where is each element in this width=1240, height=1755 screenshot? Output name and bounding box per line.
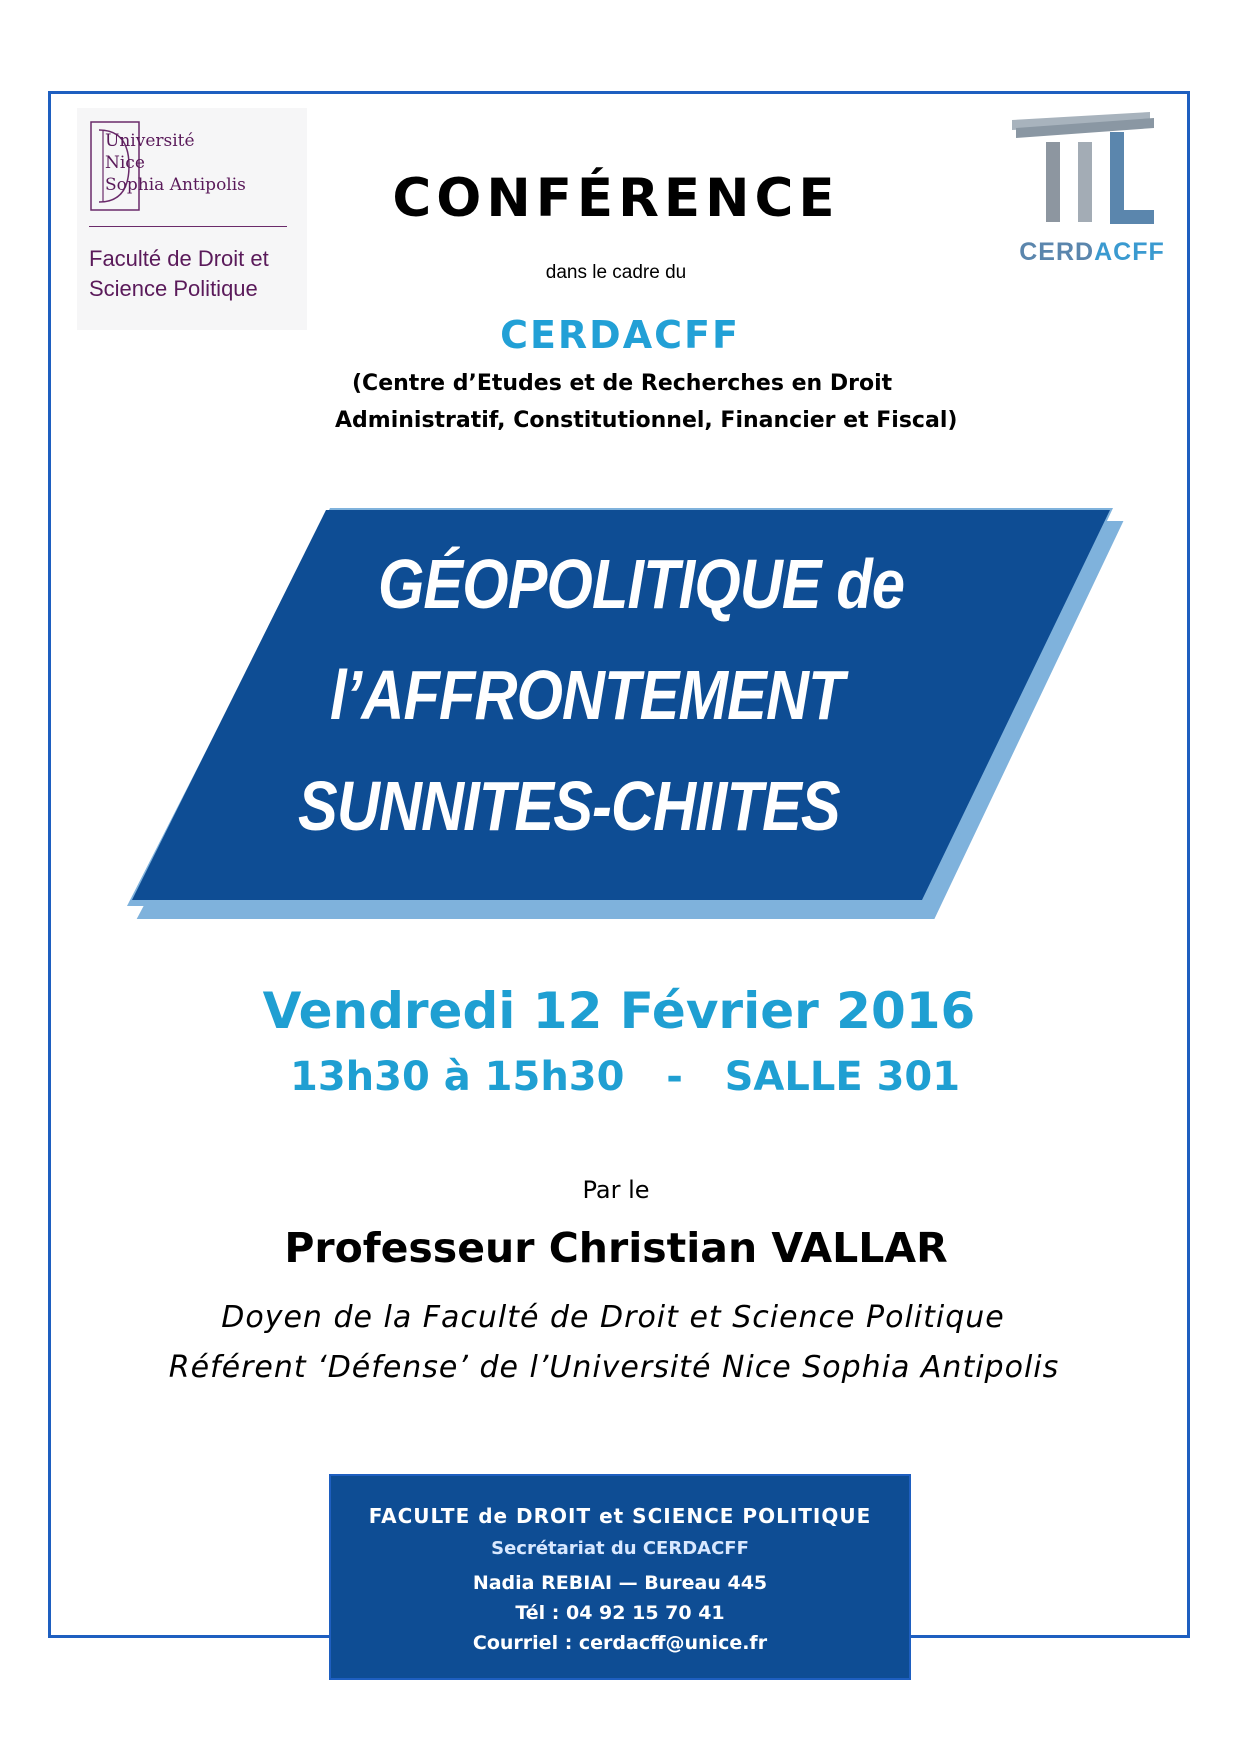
banner-title-line3: SUNNITES-CHIITES	[298, 767, 840, 845]
cerdacff-logo-text-b: ACFF	[1094, 238, 1165, 266]
organization-full-name-line1: (Centre d’Etudes et de Recherches en Droit	[352, 371, 893, 396]
speaker-intro: Par le	[582, 1176, 650, 1204]
banner-title-line1: GÉOPOLITIQUE de	[378, 545, 905, 623]
contact-faculty: FACULTE de DROIT et SCIENCE POLITIQUE	[368, 1504, 872, 1528]
faculty-name: Faculté de Droit et Science Politique	[89, 246, 269, 301]
contact-email[interactable]: Courriel : cerdacff@unice.fr	[472, 1632, 768, 1654]
contact-secretariat: Secrétariat du CERDACFF	[491, 1538, 749, 1559]
contact-phone: Tél : 04 92 15 70 41	[515, 1602, 725, 1624]
speaker-name: Professeur Christian VALLAR	[284, 1224, 948, 1272]
event-time-room: 13h30 à 15h30 - SALLE 301	[290, 1054, 961, 1100]
banner-title-line2: l’AFFRONTEMENT	[330, 656, 844, 734]
cerdacff-logo-text-a: CERD	[1019, 238, 1095, 266]
organization-full-name-line2: Administratif, Constitutionnel, Financier et Fiscal)	[335, 408, 958, 433]
event-date: Vendredi 12 Février 2016	[262, 982, 976, 1040]
organization-name: CERDACFF	[500, 313, 740, 357]
conference-title: CONFÉRENCE	[392, 168, 840, 229]
contact-person: Nadia REBIAI — Bureau 445	[472, 1572, 768, 1594]
speaker-role-1: Doyen de la Faculté de Droit et Science Politique	[221, 1300, 1005, 1335]
conference-subtitle: dans le cadre du	[545, 262, 687, 283]
contact-box	[329, 1474, 911, 1680]
speaker-role-2: Référent ‘Défense’ de l’Université Nice Sophia Antipolis	[168, 1350, 1060, 1385]
university-name: Université Nice Sophia Antipolis	[105, 131, 246, 195]
